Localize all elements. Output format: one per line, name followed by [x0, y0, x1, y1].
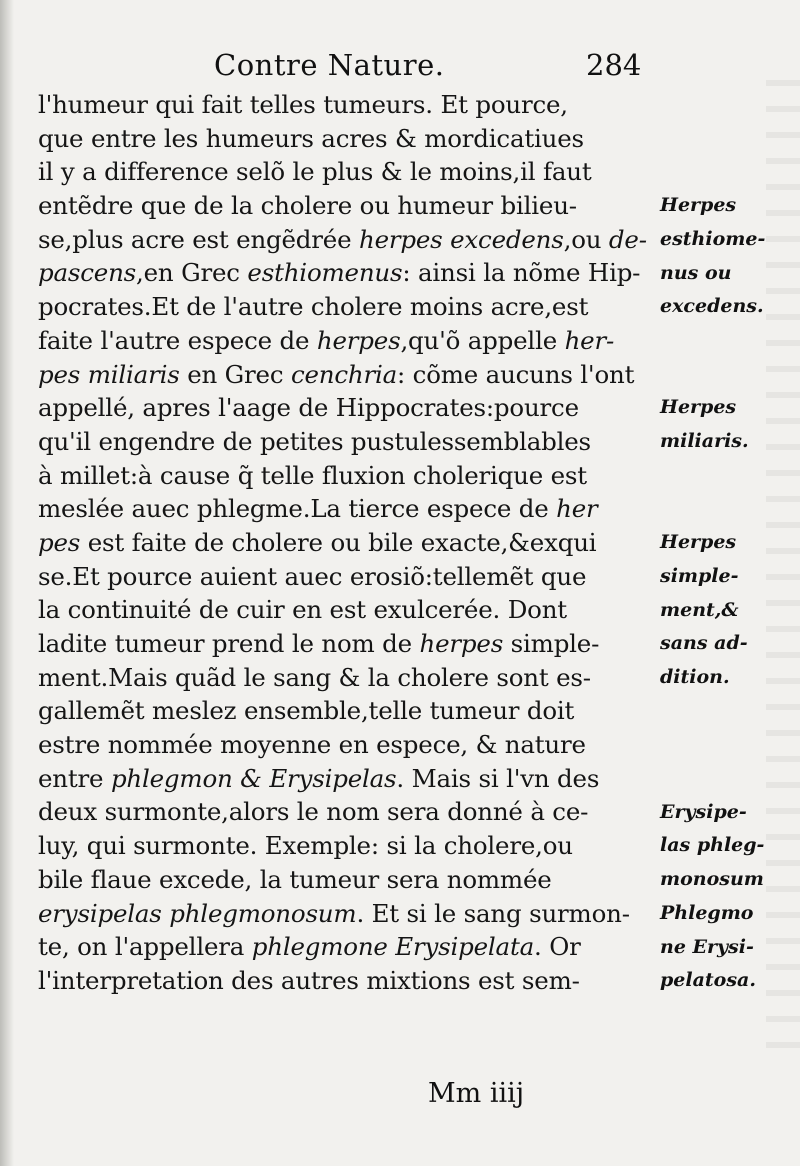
text-segment: ladite tumeur prend le nom de — [38, 629, 420, 658]
text-segment: l'humeur qui fait telles tumeurs. Et pource, — [38, 90, 568, 119]
margin-note: excedens. — [660, 295, 764, 318]
text-line — [38, 425, 658, 459]
main-text-column — [38, 88, 658, 998]
text-line — [38, 492, 658, 526]
text-segment: . Or — [534, 932, 581, 962]
text-segment: en Grec — [179, 359, 291, 389]
text-line — [38, 290, 658, 324]
margin-note: ment,& — [660, 598, 739, 621]
text-segment: de- — [608, 224, 647, 254]
text-segment: il y a difference selõ le plus & le moins,il faut — [38, 157, 592, 187]
text-segment: ,en Grec — [136, 258, 248, 288]
margin-note: Herpes — [660, 194, 737, 217]
text-segment: phlegmone Erysipelata — [251, 932, 535, 962]
margin-note: Herpes — [660, 531, 737, 554]
text-segment: appellé, apres l'aage de Hippocrates:pource — [38, 393, 579, 423]
text-line — [38, 122, 658, 156]
text-segment: : cõme aucuns l'ont — [397, 359, 635, 389]
text-line — [38, 728, 658, 762]
text-segment: ment.Mais quãd le sang & la cholere sont es- — [38, 662, 591, 692]
margin-note: simple- — [660, 564, 739, 587]
text-line — [38, 930, 658, 964]
running-header — [0, 48, 800, 88]
text-segment: entẽdre que de la cholere ou humeur bilieu- — [38, 191, 577, 221]
text-line — [38, 762, 658, 796]
text-segment: que entre les humeurs acres & mordicatiues — [38, 123, 584, 153]
text-segment: pocrates.Et de l'autre cholere moins acre,est — [38, 292, 589, 322]
text-line — [38, 627, 658, 661]
text-line — [38, 795, 658, 829]
text-line — [38, 694, 658, 728]
margin-note: ne Erysi- — [660, 935, 754, 958]
text-line — [38, 964, 658, 998]
text-segment: meslée auec phlegme.La tierce espece de — [38, 494, 557, 524]
text-segment: luy, qui surmonte. Exemple: si la cholere,ou — [38, 831, 573, 861]
text-segment: se,plus acre est engẽdrée — [38, 224, 359, 254]
text-segment: . Et si le sang surmon- — [356, 898, 630, 928]
text-segment: her- — [564, 325, 615, 355]
text-segment: : ainsi la nõme Hip- — [402, 258, 641, 288]
text-segment: her — [556, 494, 598, 524]
text-line — [38, 863, 658, 897]
margin-note: dition. — [660, 665, 730, 688]
text-segment: estre nommée moyenne en espece, & nature — [38, 730, 586, 760]
text-segment: l'interpretation des autres mixtions est sem- — [38, 965, 580, 995]
text-line — [38, 829, 658, 863]
text-line — [38, 391, 658, 425]
margin-note: nus ou — [660, 261, 732, 284]
text-line — [38, 155, 658, 189]
text-line — [38, 358, 658, 392]
margin-note: monosum — [660, 868, 764, 891]
running-title: Contre Nature. — [214, 48, 445, 82]
text-segment: erysipelas phlegmonosum — [38, 898, 357, 928]
text-segment: à millet:à cause q̃ telle fluxion cholerique est — [38, 460, 587, 490]
text-segment: la continuité de cuir en est exulcerée. Dont — [38, 595, 567, 625]
text-segment: esthiomenus — [247, 258, 403, 288]
text-segment: pes miliaris — [38, 359, 180, 389]
text-line — [38, 560, 658, 594]
text-segment: bile flaue excede, la tumeur sera nommée — [38, 864, 552, 894]
margin-note: pelatosa. — [660, 969, 756, 992]
text-segment: faite l'autre espece de — [38, 325, 317, 355]
text-line — [38, 223, 658, 257]
text-segment: te, on l'appellera — [38, 932, 252, 962]
margin-note: sans ad- — [660, 632, 748, 655]
text-line — [38, 189, 658, 223]
margin-note: Phlegmo — [660, 901, 754, 924]
text-segment: cenchria — [290, 359, 398, 389]
margin-note: esthiome- — [660, 227, 766, 250]
text-line — [38, 88, 658, 122]
text-segment: ,qu'õ appelle — [400, 325, 565, 355]
text-segment: pes — [38, 527, 81, 557]
text-segment: simple- — [503, 629, 600, 658]
margin-note: las phleg- — [660, 834, 765, 857]
text-line — [38, 897, 658, 931]
text-segment: herpes — [419, 629, 504, 658]
text-line — [38, 593, 658, 627]
text-segment: se.Et pource auient auec erosiõ:tellemẽt que — [38, 561, 587, 591]
text-segment: gallemẽt meslez ensemble,telle tumeur doit — [38, 696, 575, 726]
signature-mark: Mm iiij — [428, 1078, 525, 1109]
text-segment: entre — [38, 763, 111, 793]
margin-note: Herpes — [660, 396, 737, 419]
text-segment: ,ou — [563, 224, 609, 254]
text-segment: deux surmonte,alors le nom sera donné à ce- — [38, 797, 589, 827]
text-line — [38, 661, 658, 695]
page-edge-shadow — [0, 0, 14, 1166]
text-segment: phlegmon & Erysipelas — [110, 763, 397, 793]
text-line — [38, 324, 658, 358]
page-number: 284 — [586, 48, 642, 82]
text-line — [38, 459, 658, 493]
text-segment: herpes — [316, 325, 401, 355]
text-segment: . Mais si l'vn des — [396, 763, 600, 793]
text-segment: pascens — [38, 258, 137, 288]
text-line — [38, 526, 658, 560]
margin-note: Erysipe- — [660, 800, 747, 823]
margin-note: miliaris. — [660, 430, 749, 452]
text-line — [38, 256, 658, 290]
text-segment: est faite de cholere ou bile exacte,&exqui — [80, 527, 597, 557]
text-segment: qu'il engendre de petites pustulessemblables — [38, 426, 591, 456]
text-segment: herpes excedens — [359, 224, 564, 254]
